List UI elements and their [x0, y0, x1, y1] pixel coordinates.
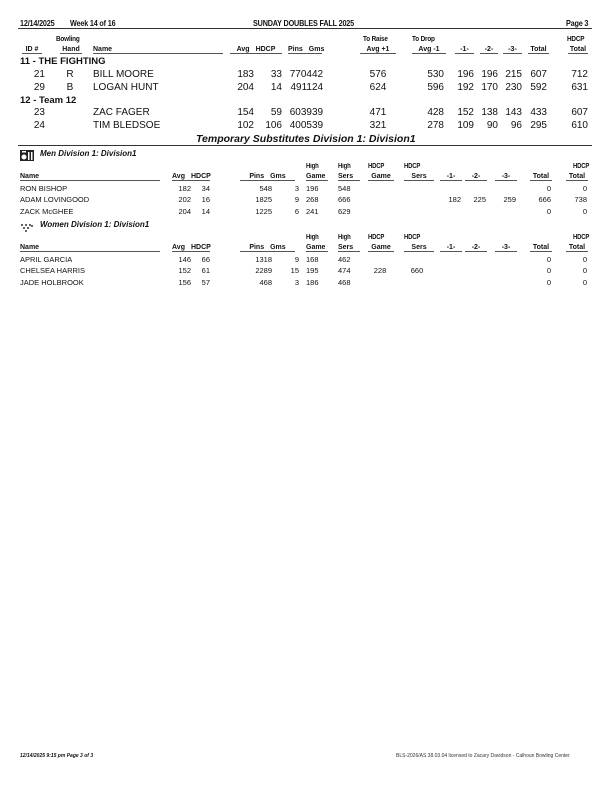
col-header-11: -3-	[503, 46, 522, 54]
cell-4: 3	[294, 277, 299, 287]
cell-11: 96	[510, 120, 522, 131]
cell-8: 278	[427, 120, 444, 131]
cell-4: 59	[270, 107, 282, 118]
cell-8: 428	[427, 107, 444, 118]
cell-10: 196	[481, 68, 498, 80]
team-name: 11 - THE FIGHTING	[20, 56, 106, 67]
col-label: HDCP	[190, 173, 211, 180]
cell-2: LOGAN HUNT	[93, 81, 159, 93]
cell-2: TIM BLEDSOE	[93, 120, 161, 131]
table-row	[0, 278, 612, 290]
col-header-7: Avg +1	[360, 46, 396, 54]
cell-12: 0	[546, 184, 551, 193]
table-row	[0, 266, 612, 278]
cell-13: 0	[582, 277, 587, 287]
cell-6: 474	[338, 266, 351, 276]
cell-12: 433	[530, 107, 547, 118]
table-row	[0, 69, 612, 81]
col-label: Avg	[172, 173, 185, 180]
cell-9: 109	[457, 120, 474, 131]
col-top-label: High	[306, 233, 319, 241]
col-header-0: ID #	[22, 46, 42, 54]
subs-rule	[18, 145, 592, 146]
col-label: Avg	[172, 243, 185, 251]
col-header-5	[288, 46, 325, 54]
cell-5: 6039	[289, 107, 312, 118]
col-header-9: -1-	[455, 46, 474, 54]
cell-2: 57	[201, 277, 210, 287]
cell-12: 666	[538, 195, 551, 205]
col-label: HDCP	[255, 46, 276, 53]
report-date: 12/14/2025	[20, 18, 55, 28]
col-header-0: Name	[20, 173, 160, 181]
col-header-10: -2-	[480, 46, 498, 54]
col-label: Pins	[249, 173, 265, 180]
cell-13: 0	[582, 254, 587, 264]
col-header-13: Total	[566, 244, 588, 252]
men-bowling-icon	[20, 148, 34, 166]
footer-right: BLS-2026/AS 38.03.04 licensed to Zacary Davidson - Calhoun Bowling Center	[396, 753, 570, 759]
cell-1: 202	[178, 195, 191, 205]
cell-5: 4911	[290, 81, 312, 93]
cell-2: 16	[201, 195, 210, 205]
cell-3: 154	[237, 107, 254, 118]
col-top-raise: To Raise	[363, 34, 388, 43]
cell-0: 23	[33, 107, 45, 118]
cell-3: 204	[237, 81, 254, 93]
col-header-10: -2-	[465, 173, 487, 181]
cell-4: 106	[265, 120, 282, 131]
cell-10: 170	[481, 81, 498, 93]
cell-5: 241	[306, 206, 319, 216]
cell-2: 66	[201, 254, 210, 264]
cell-3: 1825	[255, 195, 272, 205]
cell-4: 14	[270, 81, 282, 93]
cell-6: 548	[338, 184, 351, 193]
col-header-9: -1-	[440, 244, 462, 252]
cell-4: 6	[294, 206, 299, 216]
cell-13: 0	[582, 184, 587, 193]
group-label: Women Division 1: Division1	[40, 219, 150, 229]
cell-0: JADE HOLBROOK	[20, 277, 84, 287]
footer-left: 12/14/2025 9:15 pm Page 3 of 3	[20, 753, 94, 759]
col-top-label: HDCP	[368, 163, 385, 170]
col-top-label: HDCP	[404, 163, 421, 170]
cell-6: 42	[312, 68, 324, 80]
cell-4: 3	[294, 184, 299, 193]
col-label: Gms	[270, 243, 286, 251]
table-row	[0, 255, 612, 267]
col-top-label: HDCP	[573, 233, 590, 241]
cell-3: 102	[237, 120, 254, 131]
cell-9: 192	[457, 81, 474, 93]
cell-0: APRIL GARCIA	[20, 254, 73, 264]
subs-title: Temporary Substitutes Division 1: Division1	[196, 133, 416, 145]
cell-11: 215	[505, 68, 522, 80]
cell-13: 738	[574, 195, 587, 205]
cell-2: 34	[201, 184, 210, 193]
cell-6: 666	[338, 195, 351, 205]
col-top-label: HDCP	[368, 233, 385, 241]
cell-11: 143	[505, 107, 522, 118]
cell-5: 268	[306, 195, 319, 205]
cell-5: 196	[306, 184, 319, 193]
cell-1: 204	[178, 206, 191, 216]
cell-3: 1318	[255, 254, 272, 264]
table-row	[0, 120, 612, 132]
header-rule	[18, 28, 592, 29]
cell-8: 530	[427, 68, 444, 80]
col-top-drop: To Drop	[412, 34, 435, 43]
col-header-3	[230, 46, 282, 54]
table-row	[0, 82, 612, 94]
cell-5: 186	[306, 277, 319, 287]
col-header-13: Total	[566, 173, 588, 181]
table-row	[0, 207, 612, 219]
cell-12: 0	[546, 254, 551, 264]
cell-12: 607	[530, 68, 547, 80]
cell-6: 24	[312, 81, 324, 93]
col-label: Avg	[236, 46, 250, 53]
col-label: Pins	[288, 46, 303, 53]
cell-1: 156	[178, 277, 191, 287]
cell-4: 9	[294, 195, 299, 205]
col-top-label: HDCP	[404, 233, 421, 241]
col-top-label: High	[338, 163, 351, 170]
col-top-label: High	[306, 163, 319, 170]
col-header-8: Sers	[404, 173, 434, 181]
col-header-7: Game	[368, 244, 394, 252]
col-header-6: Sers	[338, 244, 360, 252]
group-label: Men Division 1: Division1	[40, 149, 137, 158]
cell-3: 468	[259, 277, 272, 287]
col-header-11: -3-	[495, 244, 517, 252]
cell-6: 629	[338, 206, 351, 216]
cell-7: 576	[369, 68, 387, 80]
col-header-8: Avg -1	[412, 46, 446, 54]
cell-3: 1225	[255, 206, 272, 216]
col-top-hand: Bowling	[56, 34, 80, 43]
cell-5: 4005	[289, 120, 312, 131]
cell-13: 610	[571, 120, 588, 131]
cell-4: 9	[294, 254, 299, 264]
cell-2: ZAC FAGER	[93, 107, 150, 118]
cell-0: 29	[33, 81, 45, 93]
cell-0: 24	[33, 120, 45, 131]
table-row	[0, 184, 612, 196]
cell-13: 607	[571, 107, 588, 118]
cell-12: 0	[546, 206, 551, 216]
col-header-13: Total	[569, 46, 587, 53]
team-name: 12 - Team 12	[20, 94, 77, 106]
cell-9: 182	[448, 195, 461, 205]
col-label: Gms	[270, 173, 286, 180]
col-header-9: -1-	[440, 173, 462, 181]
cell-0: CHELSEA HARRIS	[20, 266, 86, 276]
col-header-12: Total	[528, 46, 549, 54]
cell-6: 462	[338, 254, 351, 264]
cell-0: 21	[33, 68, 45, 80]
col-label: Pins	[249, 243, 265, 251]
col-top-label: High	[338, 233, 351, 241]
cell-6: 468	[338, 277, 351, 287]
page-number: Page 3	[566, 18, 589, 28]
table-row	[0, 107, 612, 119]
cell-5: 195	[306, 266, 319, 276]
col-top-label: HDCP	[573, 163, 590, 170]
cell-8: 596	[427, 81, 444, 93]
col-header-6: Sers	[338, 173, 360, 181]
cell-13: 0	[582, 266, 587, 276]
col-header-7: Game	[368, 173, 394, 181]
col-header-8: Sers	[404, 244, 434, 252]
cell-3: 183	[237, 68, 254, 80]
cell-1: B	[66, 81, 74, 93]
cell-1: 182	[178, 184, 191, 193]
cell-12: 295	[530, 120, 547, 131]
col-header-1	[172, 173, 210, 181]
col-header-1	[172, 244, 210, 252]
cell-1: 146	[178, 254, 191, 264]
cell-0: ZACK McGHEE	[20, 206, 74, 216]
cell-3: 2289	[255, 266, 272, 276]
table-row	[0, 195, 612, 207]
col-label: HDCP	[190, 243, 211, 251]
cell-10: 225	[473, 195, 486, 205]
cell-6: 39	[312, 120, 324, 131]
cell-12: 0	[546, 277, 551, 287]
cell-4: 33	[270, 68, 282, 80]
cell-7: 228	[373, 266, 387, 276]
cell-0: ADAM LOVINGOOD	[20, 195, 90, 205]
cell-1: R	[66, 68, 74, 80]
cell-12: 0	[546, 266, 551, 276]
col-header-3	[240, 244, 295, 252]
col-header-5: Game	[306, 244, 328, 252]
cell-13: 631	[571, 81, 588, 93]
col-header-12: Total	[530, 173, 552, 181]
cell-3: 548	[259, 184, 272, 193]
cell-4: 15	[290, 266, 299, 276]
cell-1: 152	[178, 266, 191, 276]
cell-9: 152	[457, 107, 474, 118]
cell-13: 0	[582, 206, 587, 216]
col-header-2: Name	[93, 46, 223, 54]
col-top-hdcp: HDCP	[567, 34, 585, 43]
col-header-5: Game	[306, 173, 328, 181]
cell-11: 259	[503, 195, 516, 205]
col-header-10: -2-	[465, 244, 487, 252]
cell-7: 321	[369, 120, 387, 131]
cell-13: 712	[571, 68, 588, 80]
cell-10: 90	[486, 120, 498, 131]
cell-10: 138	[481, 107, 498, 118]
col-header-3	[240, 173, 295, 181]
cell-2: 14	[201, 206, 210, 216]
cell-7: 624	[369, 81, 387, 93]
cell-11: 230	[505, 81, 522, 93]
cell-12: 592	[530, 81, 547, 93]
cell-8: 660	[410, 266, 424, 276]
cell-2: BILL MOORE	[93, 68, 154, 80]
col-label: Gms	[308, 46, 325, 53]
report-week: Week 14 of 16	[70, 18, 116, 28]
cell-5: 7704	[289, 68, 312, 80]
cell-7: 471	[369, 107, 387, 118]
cell-0: RON BISHOP	[20, 184, 68, 193]
cell-9: 196	[457, 68, 474, 80]
col-header-1: Hand	[60, 46, 82, 54]
cell-5: 168	[306, 254, 319, 264]
col-header-11: -3-	[495, 173, 517, 181]
women-bowling-icon	[20, 219, 34, 237]
report-title: SUNDAY DOUBLES FALL 2025	[253, 18, 354, 28]
col-header-0: Name	[20, 244, 160, 252]
cell-2: 61	[201, 266, 210, 276]
cell-6: 39	[312, 107, 324, 118]
col-header-12: Total	[530, 244, 552, 252]
